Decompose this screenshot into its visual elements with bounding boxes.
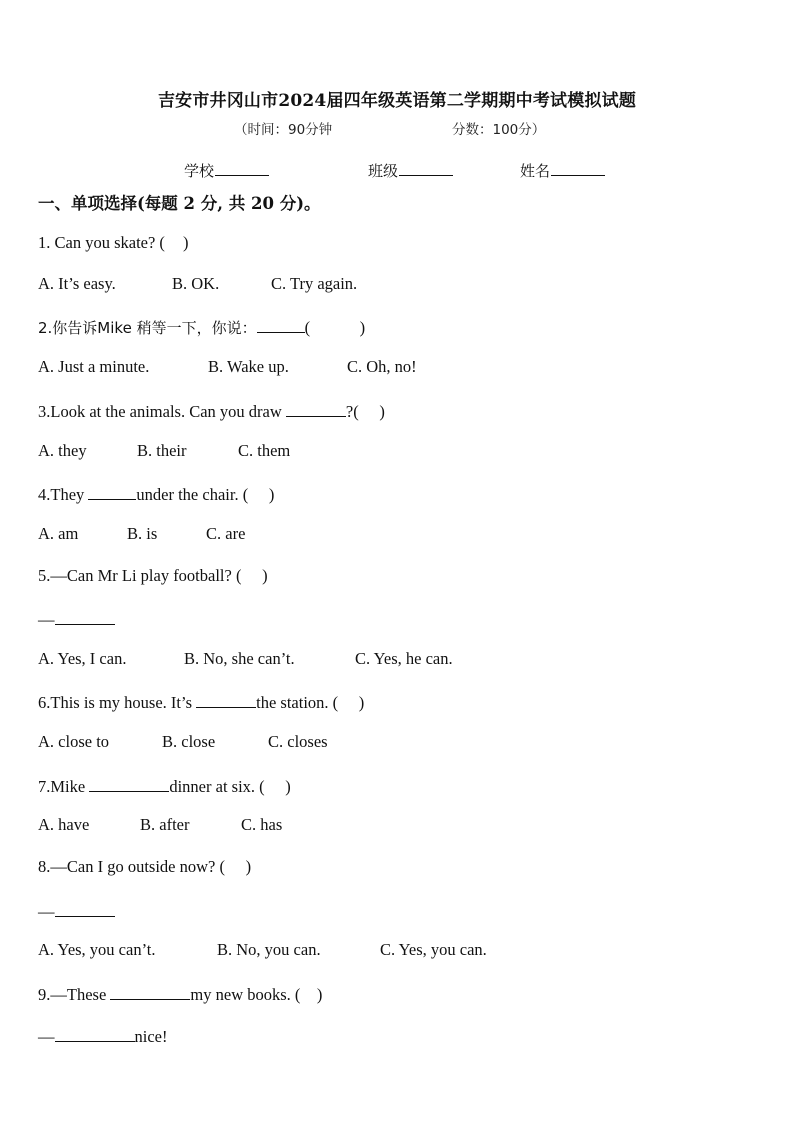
answer-blank[interactable] [55, 609, 115, 625]
option-c[interactable]: C. Yes, he can. [355, 649, 453, 668]
answer-blank[interactable] [88, 484, 136, 500]
option-c[interactable]: C. Yes, you can. [380, 940, 487, 959]
option-a[interactable]: A. am [38, 524, 79, 543]
option-c[interactable]: C. Try again. [271, 274, 358, 293]
question-2-paren: ( ) [304, 318, 366, 337]
question-8 [38, 859, 251, 876]
question-2 [38, 317, 365, 337]
option-b[interactable]: B. OK. [172, 274, 220, 293]
question-6 [38, 692, 364, 712]
answer-blank[interactable] [196, 692, 256, 708]
dash: — [38, 902, 55, 921]
dash: — [38, 610, 55, 629]
question-2-text: 2.你告诉Mike 稍等一下，你说： [38, 319, 257, 337]
question-4 [38, 484, 274, 504]
option-a[interactable]: A. have [38, 815, 90, 834]
question-9-text: 9.—These [38, 985, 111, 1004]
question-6-paren: the station. ( ) [256, 693, 365, 712]
option-a[interactable]: A. close to [38, 732, 110, 751]
class-field [368, 160, 453, 181]
option-b[interactable]: B. is [127, 524, 158, 543]
dash: — [38, 1027, 55, 1046]
option-b[interactable]: B. close [162, 732, 216, 751]
question-3-text: 3.Look at the animals. Can you draw [38, 402, 286, 421]
exam-title: 吉安市井冈山市2024届四年级英语第二学期期中考试模拟试题 [157, 91, 637, 111]
option-c[interactable]: C. them [238, 441, 291, 460]
answer-blank[interactable] [55, 1026, 135, 1042]
score-info: 分数：100分） [452, 122, 546, 138]
class-label: 班级 [368, 162, 399, 180]
option-a[interactable]: A. Just a minute. [38, 357, 150, 376]
option-a[interactable]: A. they [38, 441, 87, 460]
option-b[interactable]: B. their [137, 441, 187, 460]
school-blank[interactable] [215, 161, 269, 176]
question-4-text: 4.They [38, 485, 89, 504]
question-9 [38, 984, 322, 1004]
answer-blank[interactable] [286, 401, 346, 417]
answer-blank[interactable] [55, 901, 115, 917]
option-c[interactable]: C. has [241, 815, 283, 834]
name-field [520, 160, 605, 181]
question-1-paren: ) [182, 233, 189, 252]
option-b[interactable]: B. after [140, 815, 190, 834]
section-heading: 一、单项选择(每题 2 分, 共 20 分)。 [38, 194, 321, 213]
question-6-text: 6.This is my house. It’s [38, 693, 197, 712]
question-7 [38, 776, 291, 796]
option-b[interactable]: B. No, you can. [217, 940, 321, 959]
question-3-paren: ?( ) [345, 402, 385, 421]
answer-blank[interactable] [110, 984, 190, 1000]
class-blank[interactable] [399, 161, 453, 176]
option-c[interactable]: C. are [206, 524, 246, 543]
option-b[interactable]: B. No, she can’t. [184, 649, 295, 668]
question-9-answer-line [38, 1026, 167, 1046]
question-9-answer-text: nice! [134, 1027, 168, 1046]
question-8-text: 8.—Can I go outside now? ( ) [38, 857, 252, 876]
school-field [184, 160, 269, 181]
name-blank[interactable] [551, 161, 605, 176]
name-label: 姓名 [520, 162, 551, 180]
school-label: 学校 [184, 162, 215, 180]
time-info: （时间：90分钟 [234, 122, 333, 138]
option-c[interactable]: C. Oh, no! [347, 357, 417, 376]
question-4-paren: under the chair. ( ) [136, 485, 275, 504]
question-7-paren: dinner at six. ( ) [169, 777, 291, 796]
option-a[interactable]: A. It’s easy. [38, 274, 116, 293]
question-5-text: 5.—Can Mr Li play football? ( ) [38, 566, 268, 585]
question-1-text: 1. Can you skate? ( [38, 233, 165, 252]
question-8-answer-line [38, 901, 115, 921]
question-9-paren: my new books. ( ) [190, 985, 323, 1004]
question-3 [38, 401, 385, 421]
question-7-text: 7.Mike [38, 777, 90, 796]
option-a[interactable]: A. Yes, I can. [38, 649, 127, 668]
question-1 [38, 235, 188, 252]
option-a[interactable]: A. Yes, you can’t. [38, 940, 156, 959]
question-5 [38, 568, 268, 585]
option-c[interactable]: C. closes [268, 732, 328, 751]
option-b[interactable]: B. Wake up. [208, 357, 289, 376]
question-5-answer-line [38, 609, 115, 629]
answer-blank[interactable] [89, 776, 169, 792]
answer-blank[interactable] [257, 317, 305, 333]
